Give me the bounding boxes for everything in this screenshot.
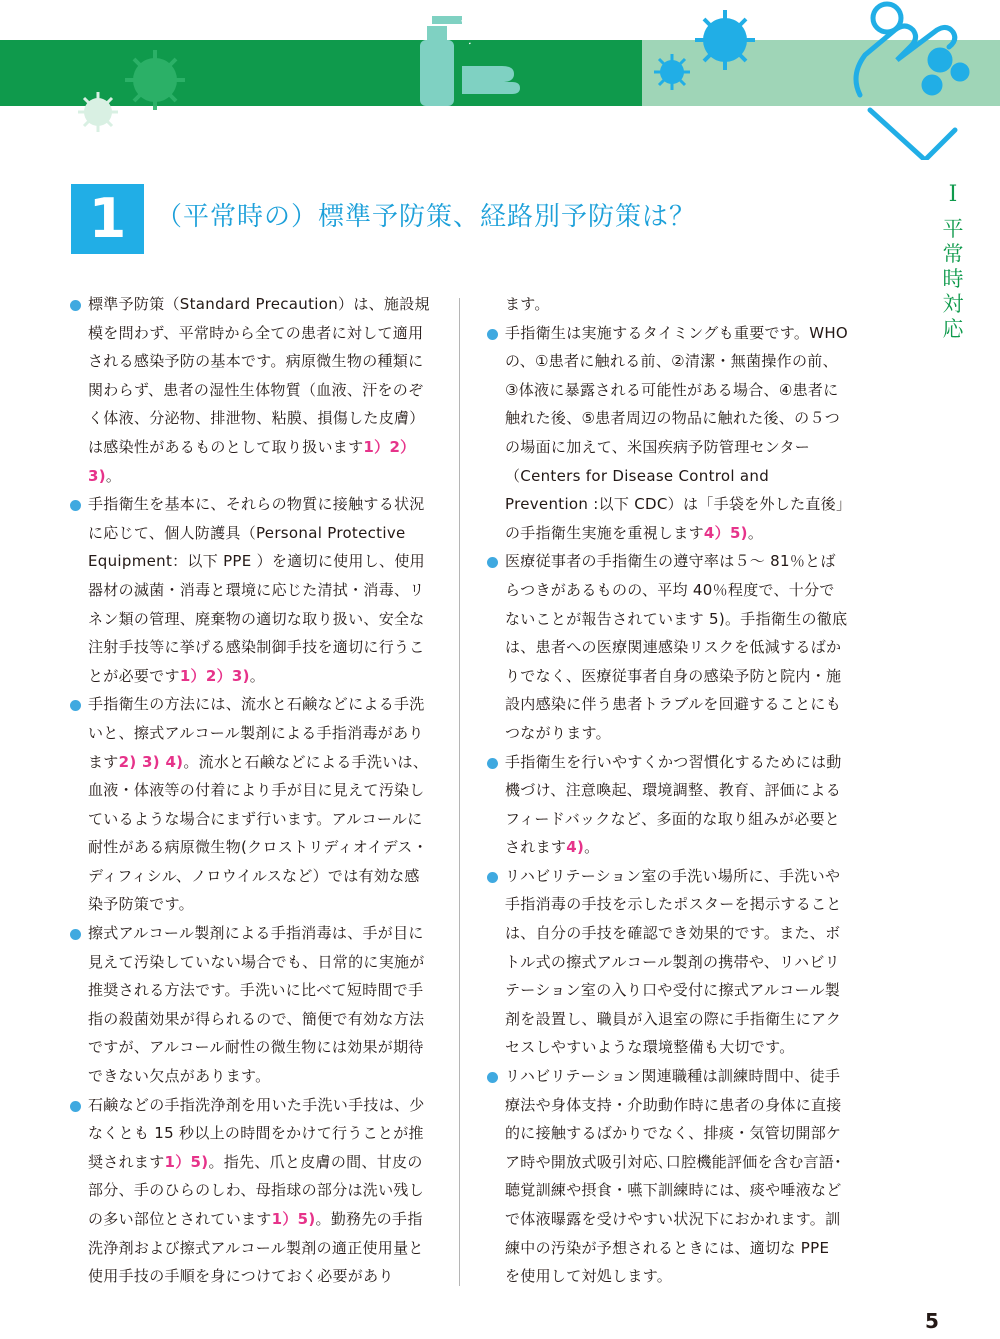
paragraph-text: 。流水と石鹸などによる手洗いは、血液・体液等の付着により手が目に見えて汚染しているような場合にまず行います。アルコールに耐性がある病原微生物(クロストリディオイデス・ディフィシル、ノロウイルスなど）では有効な感染予防策です。 (88, 752, 429, 914)
continuation-text: ます。 (505, 295, 550, 313)
paragraph-text: 手指衛生を行いやすくかつ習慣化するためには動機づけ、注意喚起、環境調整、教育、評価によるフィードバックなど、多面的な取り組みが必要とされます (505, 752, 842, 857)
paragraph-text: リハビリテーション関連職種は訓練時間中、徒手療法や身体支持・介助動作時に患者の身体に直接的に接触するばかりでなく、排痰・気管切開部ケア時や開放式吸引対応､口腔機能評価を含む言語･聴覚訓練や摂食・嚥下訓練時には、痰や唾液などで体液曝露を受けやすい状況下におかれます。訓練中の汚染が予想されるときには、適切な PPE を使用して対処します。 (505, 1067, 842, 1286)
header-illustration (0, 0, 1000, 160)
chapter-char: 対 (942, 292, 964, 316)
paragraph-text: 手指衛生は実施するタイミングも重要です。WHO の、①患者に触れる前、②清潔・無菌操作の前、③体液に暴露される可能性がある場合、④患者に触れた後、⑤患者周辺の物品に触れた後、の５つの場面に加えて、米国疾病予防管理センター（Centers for Disease Control and Prevention :以下 CDC）は「手袋を外した直後」の手指衛生実施を重視します (505, 323, 849, 542)
reference-citation: 1）2）3) (88, 437, 416, 485)
bullet-paragraph (70, 290, 432, 490)
hand-washing-icon (462, 66, 520, 94)
chapter-char: 応 (942, 317, 964, 341)
reference-citation: 4）5) (703, 523, 748, 542)
right-column (487, 290, 849, 1291)
bullet-icon (487, 872, 498, 883)
paragraph-text: 手指衛生を基本に、それらの物質に接触する状況に応じて、個人防護具（Personal Protective Equipment：以下 PPE ）を適切に使用し、使用器材の滅菌・消毒と環境に応じた清拭・消毒、リネン類の管理、廃棄物の適切な取り扱い、安全な注射手技等に挙げる感染制御手技を適切に行うことが必要です (88, 495, 425, 685)
paragraph-text: リハビリテーション室の手洗い場所に、手洗いや手指消毒の手技を示したポスターを掲示することは、自分の手技を確認でき効果的です。また、ボトル式の擦式アルコール製剤の携帯や、リハビリテーション室の入り口や受付に擦式アルコール製剤を設置し、職員が入退室の際に手指衛生にアクセスしやすいような環境整備も大切です。 (505, 866, 842, 1057)
paragraph-text: 石鹸などの手指洗浄剤を用いた手洗い手技は、少なくとも 15 秒以上の時間をかけて行うことが推奨されます (88, 1095, 425, 1171)
bullet-icon (487, 1072, 498, 1083)
paragraph-text: 。勤務先の手指洗浄剤および擦式アルコール製剤の適正使用量と使用手技の手順を身につけておく必要があり (88, 1210, 424, 1286)
virus-icon (654, 54, 690, 90)
bullet-icon (70, 700, 81, 711)
bullet-icon (70, 500, 81, 511)
bullet-paragraph (487, 1062, 849, 1291)
bullet-paragraph (487, 319, 849, 548)
side-chapter-label (936, 182, 970, 342)
virus-icon (695, 10, 755, 70)
reference-citation: 2) 3) 4) (118, 752, 184, 771)
chapter-roman-numeral: Ⅰ (948, 182, 958, 207)
page-number: 5 (925, 1309, 939, 1333)
left-column (70, 290, 432, 1291)
section-number: 1 (71, 184, 144, 254)
paragraph-text: 。指先、爪と皮膚の間、甘皮の部分、手のひらのしわ、母指球の部分は洗い残しの多い部位とされています (88, 1152, 425, 1228)
bullet-paragraph (487, 547, 849, 747)
virus-icon (125, 50, 185, 110)
chapter-char: 常 (942, 242, 964, 266)
bullet-icon (70, 300, 81, 311)
chapter-char: 平 (942, 217, 964, 241)
paragraph-text: 擦式アルコール製剤による手指消毒は、手が目に見えて汚染していない場合でも、日常的に実施が推奨される方法です。手洗いに比べて短時間で手指の殺菌効果が得られるので、簡便で有効な方法ですが、アルコール耐性の微生物には効果が期待できない欠点があります。 (88, 924, 425, 1086)
paragraph-text: 医療従事者の手指衛生の遵守率は５～ 81％とばらつきがあるものの、平均 40％程度で、十分でないことが報告されています 5)。手指衛生の徹底は、患者への医療関連感染リスクを低減するばかりでなく、医療従事者自身の感染予防と院内・施設内感染に伴う患者トラブルを回避することにもつながります。 (505, 552, 848, 742)
bullet-paragraph (70, 1091, 432, 1291)
hand-washing-icon (856, 4, 967, 160)
reference-citation: 4) (566, 838, 585, 857)
column-divider (459, 298, 460, 1286)
bullet-paragraph (70, 690, 432, 919)
bullet-icon (70, 1101, 81, 1112)
reference-citation: 1）5) (271, 1210, 316, 1228)
paragraph-text: 標準予防策（Standard Precaution）は、施設規模を問わず、平常時から全ての患者に対して適用される感染予防の基本です。病原微生物の種類に関わらず、患者の湿性生体物質（血液、汗をのぞく体液、分泌物、排泄物、粘膜、損傷した皮膚）は感染性があるものとして取り扱います (88, 295, 430, 456)
virus-icon (78, 92, 118, 132)
chapter-char: 時 (942, 267, 964, 291)
section-title: （平常時の）標準予防策、経路別予防策は？ (156, 202, 697, 232)
paragraph-text: 。 (747, 523, 764, 542)
reference-citation: 1）2）3) (179, 666, 250, 685)
paragraph-text: 。 (249, 666, 266, 685)
bullet-paragraph (487, 862, 849, 1062)
paragraph-text: 手指衛生の方法には、流水と石鹸などによる手洗いと、擦式アルコール製剤による手指消毒があります (88, 695, 425, 771)
bullet-paragraph (70, 490, 432, 690)
paragraph-text: 。 (584, 838, 600, 857)
bullet-paragraph (487, 748, 849, 862)
bullet-icon (487, 557, 498, 568)
reference-citation: 1）5) (164, 1152, 209, 1171)
bullet-paragraph (70, 919, 432, 1091)
bullet-icon (487, 758, 498, 769)
paragraph-text: 。 (105, 466, 122, 485)
bullet-icon (70, 929, 81, 940)
bullet-icon (487, 329, 498, 340)
